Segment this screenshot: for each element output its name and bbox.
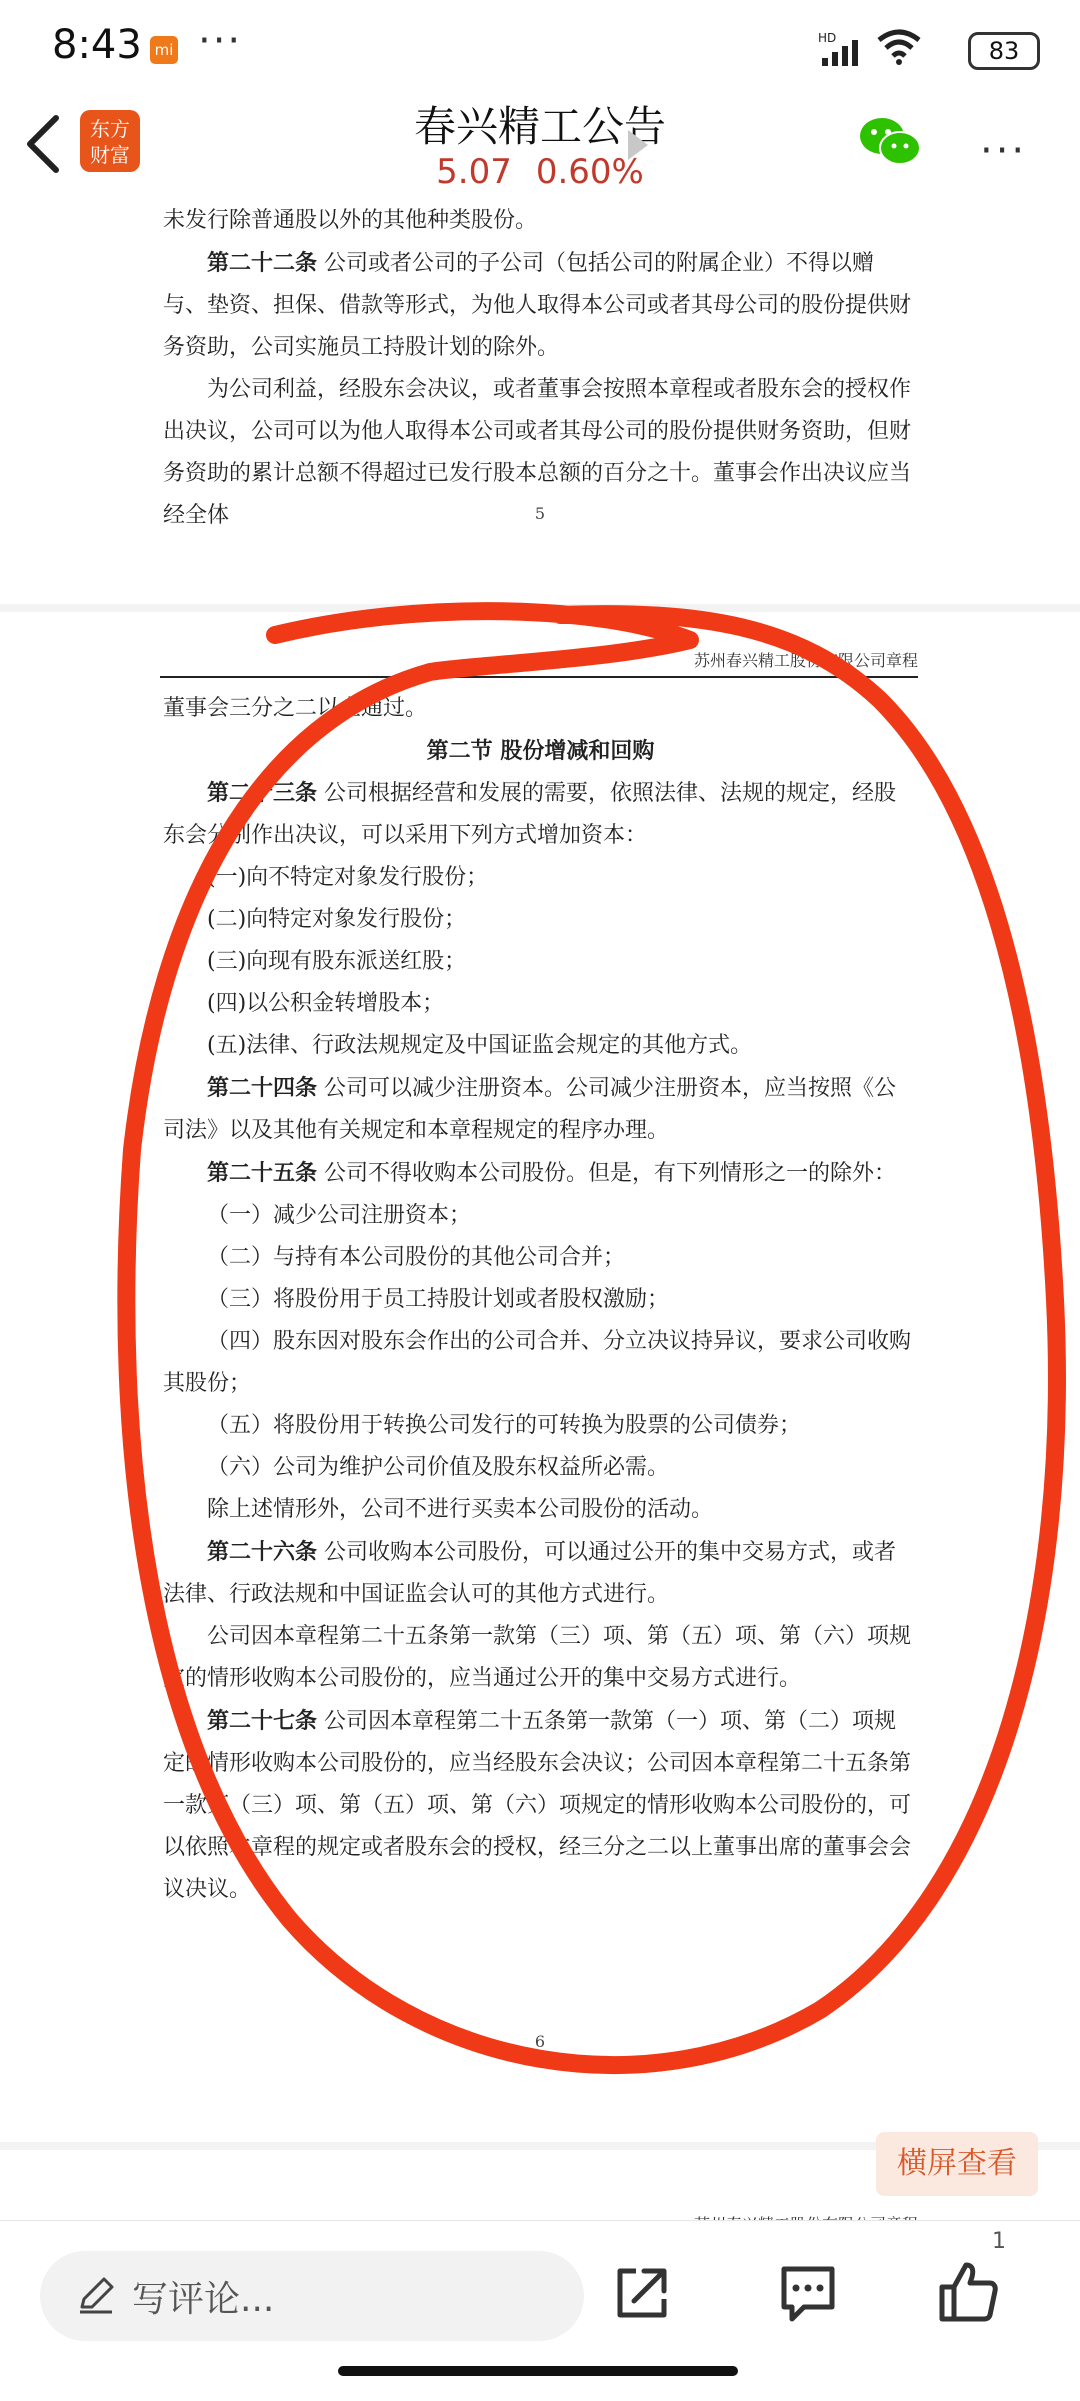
comments-icon[interactable] bbox=[776, 2261, 840, 2325]
continuation-line: 董事会三分之二以上通过。 bbox=[163, 696, 428, 721]
document-page-6 bbox=[0, 612, 1080, 2142]
app-header bbox=[0, 90, 1080, 200]
article-22-para2: 为公司利益，经股东会决议，或者董事会按照本章程或者股东会的授权作出决议，公司可以为他人取得本公司或者其母公司的股份提供财务资助，但财务资助的累计总额不得超过已发行股本总额的百分之十。董事会作出决议应当经全体 bbox=[163, 377, 912, 528]
article-22 bbox=[163, 242, 918, 369]
list-item: (三)向现有股东派送红股； bbox=[207, 949, 467, 974]
stock-change-percent: 0.60% bbox=[535, 152, 644, 192]
battery-indicator: 83 bbox=[968, 32, 1040, 70]
page5-text bbox=[163, 200, 918, 537]
article-23 bbox=[163, 772, 918, 857]
thumbs-up-icon[interactable] bbox=[936, 2259, 1002, 2325]
landscape-view-button[interactable]: 横屏查看 bbox=[876, 2132, 1038, 2196]
article-24-title: 第二十四条 bbox=[207, 1075, 318, 1101]
article-27 bbox=[163, 1700, 918, 1911]
more-options-button[interactable]: ··· bbox=[980, 128, 1028, 174]
article-25 bbox=[163, 1152, 918, 1195]
article-27-title: 第二十七条 bbox=[207, 1708, 318, 1734]
wifi-icon bbox=[876, 28, 922, 66]
list-item: （二）与持有本公司股份的其他公司合并； bbox=[207, 1245, 626, 1270]
stock-price: 5.07 bbox=[436, 152, 512, 192]
page6-header-rule bbox=[160, 676, 918, 678]
svg-text:HD: HD bbox=[818, 31, 837, 45]
page6-text bbox=[163, 688, 918, 1911]
article-24-text: 公司可以减少注册资本。公司减少注册资本，应当按照《公司法》以及其他有关规定和本章程规定的程序办理。 bbox=[163, 1076, 897, 1143]
share-icon[interactable] bbox=[610, 2261, 674, 2325]
article-26-title: 第二十六条 bbox=[207, 1539, 318, 1565]
list-item: （四）股东因对股东会作出的公司合并、分立决议持异议，要求公司收购其股份； bbox=[163, 1329, 912, 1396]
list-item: (五)法律、行政法规规定及中国证监会规定的其他方式。 bbox=[207, 1033, 753, 1058]
document-page-5 bbox=[0, 200, 1080, 604]
article-23-text: 公司根据经营和发展的需要，依照法律、法规的规定，经股东会分别作出决议，可以采用下列方式增加资本： bbox=[163, 781, 897, 848]
article-22-text: 公司或者公司的子公司（包括公司的附属企业）不得以赠与、垫资、担保、借款等形式，为他人取得本公司或者其母公司的股份提供财务资助，公司实施员工持股计划的除外。 bbox=[163, 251, 912, 360]
list-item: （六）公司为维护公司价值及股东权益所必需。 bbox=[207, 1455, 670, 1480]
list-item: （三）将股份用于员工持股计划或者股权激励； bbox=[207, 1287, 670, 1312]
home-indicator[interactable] bbox=[338, 2366, 738, 2376]
list-item: (二)向特定对象发行股份； bbox=[207, 907, 467, 932]
article-27-text: 公司因本章程第二十五条第一款第（一）项、第（二）项规定的情形收购本公司股份的，应当经股东会决议；公司因本章程第二十五条第一款第（三）项、第（五）项、第（六）项规定的情形收购本公司股份的，可以依照本章程的规定或者股东会的授权，经三分之二以上董事出席的董事会会议决议。 bbox=[163, 1709, 912, 1902]
article-26-para2: 公司因本章程第二十五条第一款第（三）项、第（五）项、第（六）项规定的情形收购本公司股份的，应当通过公开的集中交易方式进行。 bbox=[163, 1624, 912, 1691]
status-bar bbox=[0, 0, 1080, 90]
article-23-title: 第二十三条 bbox=[207, 780, 318, 806]
article-24 bbox=[163, 1067, 918, 1152]
article-25-text: 公司不得收购本公司股份。但是，有下列情形之一的除外： bbox=[324, 1161, 897, 1186]
wechat-share-icon[interactable] bbox=[858, 114, 922, 170]
page-number-6: 6 bbox=[534, 2032, 546, 2051]
signal-icon bbox=[818, 30, 862, 68]
comment-input[interactable] bbox=[40, 2251, 584, 2341]
status-time: 8:43 bbox=[52, 22, 142, 68]
status-more-icon: ··· bbox=[198, 18, 243, 64]
pencil-icon bbox=[76, 2275, 116, 2315]
comment-placeholder: 写评论... bbox=[132, 2279, 275, 2320]
article-25-title: 第二十五条 bbox=[207, 1160, 318, 1186]
page-number-5: 5 bbox=[534, 504, 546, 523]
logo-line2: 财富 bbox=[90, 143, 130, 167]
article-25-tail: 除上述情形外，公司不进行买卖本公司股份的活动。 bbox=[207, 1497, 714, 1522]
page6-header: 苏州春兴精工股份有限公司章程 bbox=[693, 651, 918, 670]
page5-line: 未发行除普通股以外的其他种类股份。 bbox=[163, 208, 538, 233]
list-item: (四)以公积金转增股本； bbox=[207, 991, 445, 1016]
article-22-title: 第二十二条 bbox=[207, 250, 318, 276]
list-item: (一)向不特定对象发行股份； bbox=[207, 865, 489, 890]
play-icon[interactable] bbox=[628, 130, 648, 160]
mi-notification-icon: mi bbox=[150, 36, 178, 64]
bottom-action-bar bbox=[0, 2220, 1080, 2401]
list-item: （五）将股份用于转换公司发行的可转换为股票的公司债券； bbox=[207, 1413, 802, 1438]
page-title: 春兴精工公告 bbox=[413, 102, 666, 151]
section-title: 第二节 股份增减和回购 bbox=[426, 738, 655, 764]
article-26-text: 公司收购本公司股份，可以通过公开的集中交易方式，或者法律、行政法规和中国证监会认可的其他方式进行。 bbox=[163, 1540, 897, 1607]
logo-line1: 东方 bbox=[90, 117, 130, 141]
list-item: （一）减少公司注册资本； bbox=[207, 1203, 472, 1228]
document-viewer[interactable] bbox=[0, 200, 1080, 2220]
article-26 bbox=[163, 1531, 918, 1616]
like-count: 1 bbox=[992, 2229, 1006, 2254]
